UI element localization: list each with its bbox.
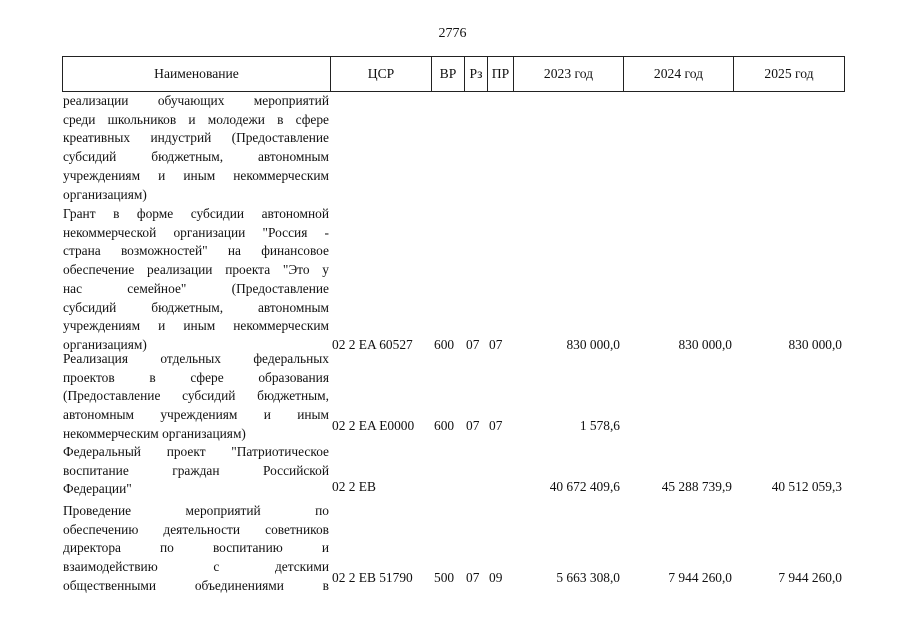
row-name: Проведение мероприятий по обеспечению деятельности советников директора по воспитанию и взаимодействию с детскими общественными объединениями в [63,503,329,593]
row-name: Федеральный проект "Патриотическое воспитание граждан Российской Федерации" [63,444,329,497]
table-row [62,502,844,596]
column-header-2023: 2023 год [514,57,624,92]
row-2024: 830 000,0 [678,337,732,352]
row-2024: 7 944 260,0 [668,570,732,585]
row-pr: 09 [489,570,503,585]
row-2023: 830 000,0 [566,337,620,352]
row-csr: 02 2 EB 51790 [332,570,413,585]
table-row [62,92,844,204]
table-row [62,443,844,499]
row-csr: 02 2 EA E0000 [332,418,415,433]
column-header-2024: 2024 год [624,57,734,92]
row-2023: 1 578,6 [579,418,620,433]
row-rz: 07 [466,418,480,433]
table-header [62,56,845,92]
row-vr: 600 [434,418,455,433]
row-rz: 07 [466,570,480,585]
row-2025: 40 512 059,3 [771,479,842,494]
column-header-csr: ЦСР [331,57,432,92]
row-2023: 40 672 409,6 [549,479,620,494]
row-2025: 7 944 260,0 [778,570,842,585]
row-csr: 02 2 EB [332,479,376,494]
row-2024: 45 288 739,9 [661,479,732,494]
row-csr: 02 2 EA 60527 [332,337,413,352]
column-header-pr: ПР [488,57,514,92]
row-2025: 830 000,0 [788,337,842,352]
row-pr: 07 [489,418,503,433]
column-header-rz: Рз [465,57,488,92]
row-pr: 07 [489,337,503,352]
column-header-vr: ВР [432,57,465,92]
row-rz: 07 [466,337,480,352]
row-vr: 500 [434,570,455,585]
table-row [62,205,844,355]
row-vr: 600 [434,337,455,352]
column-header-name: Наименование [63,57,331,92]
row-name: Грант в форме субсидии автономной некоммерческой организации "Россия - страна возможностей" на финансовое обеспечение реализации проекта "Это у нас семейное" (Предоставление субсидий бюджетным, автономным учреждениям и иным некоммерческим организациям) [63,206,329,352]
row-name: Реализация отдельных федеральных проектов в сфере образования (Предоставление субсидий бюджетным, автономным учреждениям и иным некоммерческим организациям) [63,351,329,441]
page-number: 2776 [438,26,467,41]
row-2023: 5 663 308,0 [556,570,620,585]
table-row [62,350,844,444]
column-header-2025: 2025 год [734,57,845,92]
row-name: реализации обучающих мероприятий среди школьников и молодежи в сфере креативных индустрий (Предоставление субсидий бюджетным, автономным учреждениям и иным некоммерческим организациям) [63,93,329,202]
